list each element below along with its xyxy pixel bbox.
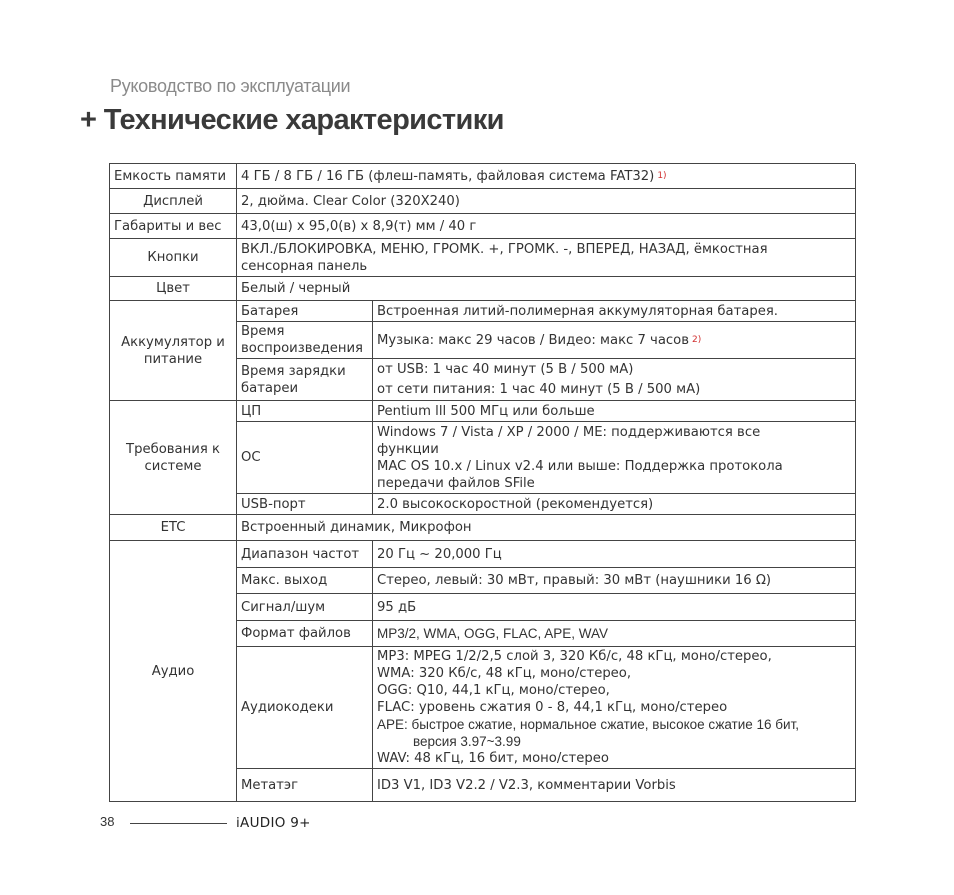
snr-value: 95 дБ (373, 594, 856, 621)
display-label: Дисплей (110, 189, 237, 214)
codec-wma: WMA: 320 Кб/с, 48 кГц, моно/стерео, (377, 666, 632, 681)
cpu-value: Pentium lll 500 МГц или больше (373, 401, 856, 422)
buttons-value (237, 239, 856, 277)
color-value: Белый / черный (237, 277, 856, 301)
playtime-label: Время воспроизведения (237, 322, 373, 359)
spec-table (109, 163, 855, 802)
charge-usb: от USB: 1 час 40 минут (5 В / 500 мА) (377, 361, 634, 377)
display-value: 2, дюйма. Clear Color (320X240) (237, 189, 856, 214)
memory-value (237, 164, 856, 189)
codec-ogg: OGG: Q10, 44,1 кГц, моно/стерео, (377, 683, 610, 698)
footnote-1-marker: 1) (657, 170, 667, 181)
codec-mp3: MP3: MPEG 1/2/2,5 слой 3, 320 Кб/с, 48 кГц, моно/стерео, (377, 649, 772, 664)
buttons-value-line1: ВКЛ./БЛОКИРОВКА, МЕНЮ, ГРОМК. +, ГРОМК. -, ВПЕРЕД, НАЗАД, ёмкостная (241, 241, 768, 257)
format-label: Формат файлов (237, 621, 373, 647)
system-label: Требования к системе (110, 401, 237, 515)
charge-value (373, 359, 856, 401)
snr-label: Сигнал/шум (237, 594, 373, 621)
codec-value (373, 647, 856, 769)
output-value: Стерео, левый: 30 мВт, правый: 30 мВт (наушники 16 Ω) (373, 568, 856, 594)
tag-label: Метатэг (237, 769, 373, 802)
codec-ape: APE: быстрое сжатие, нормальное сжатие, высокое сжатие 16 бит, (377, 717, 800, 732)
etc-label: ETC (110, 515, 237, 541)
os-line-3: MAC OS 10.x / Linux v2.4 или выше: Поддержка протокола (377, 458, 783, 474)
size-value: 43,0(ш) x 95,0(в) x 8,9(т) мм / 40 г (237, 214, 856, 239)
output-label: Макс. выход (237, 568, 373, 594)
os-label: ОС (237, 422, 373, 494)
freq-value: 20 Гц ~ 20,000 Гц (373, 541, 856, 568)
format-value: MP3/2, WMA, OGG, FLAC, APE, WAV (373, 621, 856, 647)
battery-type-label: Батарея (237, 301, 373, 322)
usb-port-label: USB-порт (237, 494, 373, 515)
memory-value-text: 4 ГБ / 8 ГБ / 16 ГБ (флеш-память, файловая система FAT32) (241, 168, 655, 184)
charge-label: Время зарядки батареи (237, 359, 373, 401)
color-label: Цвет (110, 277, 237, 301)
etc-value: Встроенный динамик, Микрофон (237, 515, 856, 541)
charge-mains: от сети питания: 1 час 40 минут (5 В / 500 мА) (377, 381, 701, 397)
codec-ape-version: версия 3.97~3.99 (413, 734, 521, 749)
codec-label: Аудиокодеки (237, 647, 373, 769)
footer-product-name: iAUDIO 9+ (236, 815, 311, 831)
usb-port-value: 2.0 высокоскоростной (рекомендуется) (373, 494, 856, 515)
tag-value: ID3 V1, ID3 V2.2 / V2.3, комментарии Vorbis (373, 769, 856, 802)
memory-label: Емкость памяти (110, 164, 237, 189)
breadcrumb: Руководство по эксплуатации (110, 76, 351, 96)
audio-label: Аудио (110, 541, 237, 802)
os-line-1: Windows 7 / Vista / XP / 2000 / ME: поддерживаются все (377, 424, 761, 440)
battery-label: Аккумулятор и питание (110, 301, 237, 401)
os-line-2: функции (377, 441, 439, 457)
cpu-label: ЦП (237, 401, 373, 422)
footer-divider (130, 823, 227, 824)
os-value (373, 422, 856, 494)
codec-flac: FLAC: уровень сжатия 0 - 8, 44,1 кГц, моно/стерео (377, 700, 728, 715)
playtime-value-text: Музыка: макс 29 часов / Видео: макс 7 часов (377, 332, 690, 348)
buttons-value-line2: сенсорная панель (241, 258, 368, 274)
buttons-label: Кнопки (110, 239, 237, 277)
os-line-4: передачи файлов SFile (377, 475, 535, 491)
playtime-value (373, 322, 856, 359)
size-label: Габариты и вес (110, 214, 237, 239)
page-title: + Технические характеристики (80, 104, 504, 136)
freq-label: Диапазон частот (237, 541, 373, 568)
footnote-2-marker: 2) (692, 334, 702, 345)
battery-type-value: Встроенная литий-полимерная аккумуляторная батарея. (373, 301, 856, 322)
codec-wav: WAV: 48 кГц, 16 бит, моно/стерео (377, 751, 609, 766)
page-number: 38 (100, 814, 115, 829)
